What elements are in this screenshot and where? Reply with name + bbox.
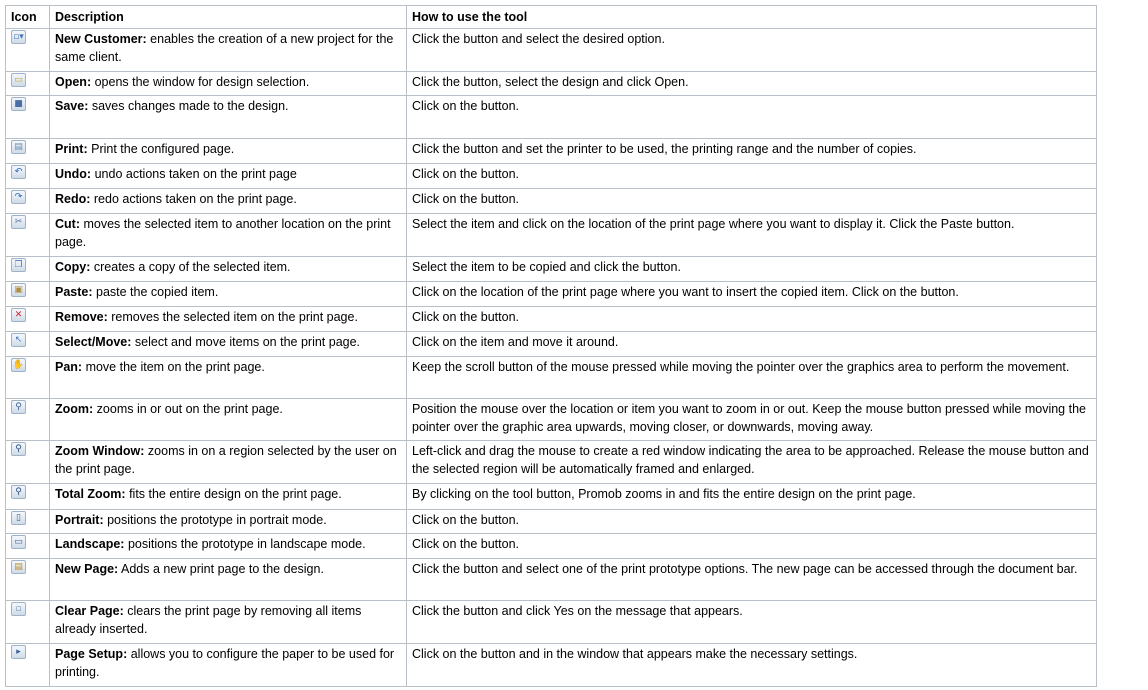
description-cell — [50, 189, 407, 214]
tool-description: clears the print page by removing all items already inserted. — [55, 604, 362, 636]
icon-cell — [6, 214, 50, 257]
how-to-use-cell: By clicking on the tool button, Promob zooms in and fits the entire design on the print page. — [407, 484, 1097, 510]
how-to-use-cell: Click on the button. — [407, 164, 1097, 189]
save-disk-icon-glyph: ■ — [14, 99, 23, 109]
tool-description: zooms in or out on the print page. — [93, 402, 283, 416]
tool-name: Zoom: — [55, 402, 94, 416]
how-to-use-cell: Position the mouse over the location or item you want to zoom in or out. Keep the mouse button pressed while moving the pointer over the graphic area upwards, moving closer, or downwards, moving away. — [407, 399, 1097, 441]
icon-cell — [6, 399, 50, 441]
open-folder-icon-glyph: ▭ — [14, 75, 23, 85]
tool-name: Print: — [55, 142, 88, 156]
redo-arrow-icon — [11, 190, 26, 204]
tool-description: enables the creation of a new project for the same client. — [55, 32, 394, 64]
how-to-use-cell: Click the button and select one of the print prototype options. The new page can be accessed through the document bar. — [407, 559, 1097, 601]
tool-description: opens the window for design selection. — [91, 75, 310, 89]
description-cell — [50, 484, 407, 510]
how-to-use-cell: Left-click and drag the mouse to create a red window indicating the area to be approached. Release the mouse button and the selected region will be automatically framed and enlarged. — [407, 441, 1097, 484]
tool-description: paste the copied item. — [92, 285, 219, 299]
description-cell — [50, 139, 407, 164]
table-row — [6, 96, 1097, 139]
description-cell — [50, 559, 407, 601]
zoom-window-icon — [11, 442, 26, 456]
tool-name: Select/Move: — [55, 335, 132, 349]
description-cell — [50, 441, 407, 484]
page-setup-icon — [11, 645, 26, 659]
tool-description: Print the configured page. — [87, 142, 235, 156]
description-cell — [50, 399, 407, 441]
table-row — [6, 510, 1097, 534]
icon-cell — [6, 644, 50, 687]
header-description: Description — [50, 6, 407, 29]
tool-description: move the item on the print page. — [82, 360, 265, 374]
icon-cell — [6, 559, 50, 601]
tool-name: Pan: — [55, 360, 83, 374]
table-row — [6, 282, 1097, 307]
how-to-use-cell: Click the button and set the printer to be used, the printing range and the number of copies. — [407, 139, 1097, 164]
tool-name: Remove: — [55, 310, 108, 324]
how-to-use-cell: Keep the scroll button of the mouse pressed while moving the pointer over the graphics area to perform the movement. — [407, 357, 1097, 399]
scissors-icon — [11, 215, 26, 229]
how-to-use-cell: Click on the button and in the window that appears make the necessary settings. — [407, 644, 1097, 687]
description-cell — [50, 534, 407, 559]
tool-name: Page Setup: — [55, 647, 128, 661]
header-icon: Icon — [6, 6, 50, 29]
table-row — [6, 559, 1097, 601]
how-to-use-cell: Select the item to be copied and click the button. — [407, 257, 1097, 282]
description-cell — [50, 282, 407, 307]
landscape-icon — [11, 535, 26, 549]
table-row — [6, 29, 1097, 72]
tool-name: Copy: — [55, 260, 91, 274]
table-row — [6, 72, 1097, 96]
icon-cell — [6, 72, 50, 96]
table-row — [6, 257, 1097, 282]
description-cell — [50, 164, 407, 189]
table-row — [6, 534, 1097, 559]
description-cell — [50, 29, 407, 72]
table-row — [6, 399, 1097, 441]
description-cell — [50, 601, 407, 644]
icon-cell — [6, 601, 50, 644]
table-row — [6, 601, 1097, 644]
header-how-to-use: How to use the tool — [407, 6, 1097, 29]
save-disk-icon — [11, 97, 26, 111]
table-row — [6, 214, 1097, 257]
icon-cell — [6, 164, 50, 189]
paste-clipboard-icon — [11, 283, 26, 297]
table-row — [6, 164, 1097, 189]
how-to-use-cell: Click the button and select the desired option. — [407, 29, 1097, 72]
description-cell — [50, 72, 407, 96]
open-folder-icon — [11, 73, 26, 87]
tool-name: New Customer: — [55, 32, 147, 46]
tool-name: Clear Page: — [55, 604, 124, 618]
paste-clipboard-icon-glyph: ▣ — [14, 285, 23, 295]
tool-description: fits the entire design on the print page. — [125, 487, 342, 501]
tool-name: Open: — [55, 75, 92, 89]
tool-description: Adds a new print page to the design. — [118, 562, 324, 576]
zoom-magnifier-icon-glyph: ⚲ — [15, 402, 22, 412]
new-customer-icon — [11, 30, 26, 44]
description-cell — [50, 257, 407, 282]
landscape-icon-glyph: ▭ — [14, 537, 23, 547]
table-row — [6, 332, 1097, 357]
table-row — [6, 484, 1097, 510]
icon-cell — [6, 189, 50, 214]
tool-description: positions the prototype in landscape mode. — [124, 537, 366, 551]
table-row — [6, 139, 1097, 164]
undo-arrow-icon-glyph: ↶ — [14, 167, 23, 177]
select-cursor-icon-glyph: ↖ — [14, 335, 23, 345]
how-to-use-cell: Click on the button. — [407, 96, 1097, 139]
portrait-icon-glyph: ▯ — [16, 513, 21, 523]
header-row — [6, 6, 1097, 29]
description-cell — [50, 214, 407, 257]
icon-cell — [6, 307, 50, 332]
tool-description: moves the selected item to another location on the print page. — [55, 217, 391, 249]
how-to-use-cell: Click the button, select the design and click Open. — [407, 72, 1097, 96]
table-row — [6, 441, 1097, 484]
new-customer-icon-glyph: ▫▾ — [13, 32, 24, 42]
icon-cell — [6, 29, 50, 72]
how-to-use-cell: Click on the button. — [407, 307, 1097, 332]
description-cell — [50, 510, 407, 534]
red-x-icon — [11, 308, 26, 322]
tool-name: Zoom Window: — [55, 444, 145, 458]
tool-name: Cut: — [55, 217, 80, 231]
copy-icon — [11, 258, 26, 272]
new-page-icon-glyph: ▤ — [14, 562, 23, 572]
printer-icon-glyph: ▤ — [14, 142, 23, 152]
tool-name: Save: — [55, 99, 89, 113]
tool-description: select and move items on the print page. — [131, 335, 361, 349]
how-to-use-cell: Click on the button. — [407, 189, 1097, 214]
tool-description: positions the prototype in portrait mode. — [103, 513, 327, 527]
tool-description: removes the selected item on the print page. — [107, 310, 358, 324]
icon-cell — [6, 96, 50, 139]
description-cell — [50, 644, 407, 687]
icon-cell — [6, 484, 50, 510]
zoom-magnifier-icon — [11, 400, 26, 414]
tool-description: allows you to configure the paper to be used for printing. — [55, 647, 395, 679]
pan-hand-icon-glyph: ✋ — [12, 360, 25, 370]
table-row — [6, 189, 1097, 214]
undo-arrow-icon — [11, 165, 26, 179]
tool-name: Undo: — [55, 167, 92, 181]
icon-cell — [6, 534, 50, 559]
description-cell — [50, 96, 407, 139]
zoom-window-icon-glyph: ⚲ — [15, 444, 22, 454]
portrait-icon — [11, 511, 26, 525]
table-body — [6, 29, 1097, 687]
tool-description: saves changes made to the design. — [88, 99, 289, 113]
tool-description: creates a copy of the selected item. — [90, 260, 291, 274]
pan-hand-icon — [11, 358, 26, 372]
clear-page-icon — [11, 602, 26, 616]
icon-cell — [6, 282, 50, 307]
tool-description: redo actions taken on the print page. — [90, 192, 297, 206]
how-to-use-cell: Click on the button. — [407, 534, 1097, 559]
new-page-icon — [11, 560, 26, 574]
tool-name: Total Zoom: — [55, 487, 126, 501]
redo-arrow-icon-glyph: ↷ — [14, 192, 23, 202]
how-to-use-cell: Click the button and click Yes on the message that appears. — [407, 601, 1097, 644]
table-row — [6, 644, 1097, 687]
icon-cell — [6, 139, 50, 164]
copy-icon-glyph: ❐ — [14, 260, 23, 270]
tool-name: Portrait: — [55, 513, 104, 527]
printer-icon — [11, 140, 26, 154]
total-zoom-icon-glyph: ⚲ — [15, 487, 22, 497]
how-to-use-cell: Click on the location of the print page where you want to insert the copied item. Click on the button. — [407, 282, 1097, 307]
total-zoom-icon — [11, 485, 26, 499]
red-x-icon-glyph: ✕ — [14, 310, 23, 320]
how-to-use-cell: Click on the item and move it around. — [407, 332, 1097, 357]
description-cell — [50, 332, 407, 357]
tool-name: Landscape: — [55, 537, 125, 551]
icon-cell — [6, 441, 50, 484]
description-cell — [50, 357, 407, 399]
tool-description: undo actions taken on the print page — [91, 167, 297, 181]
table-row — [6, 307, 1097, 332]
scissors-icon-glyph: ✂ — [14, 217, 23, 227]
select-cursor-icon — [11, 333, 26, 347]
description-cell — [50, 307, 407, 332]
icon-cell — [6, 257, 50, 282]
clear-page-icon-glyph: ▫ — [15, 604, 22, 614]
tool-name: New Page: — [55, 562, 119, 576]
tool-name: Redo: — [55, 192, 91, 206]
icon-cell — [6, 357, 50, 399]
table-row — [6, 357, 1097, 399]
icon-cell — [6, 510, 50, 534]
how-to-use-cell: Click on the button. — [407, 510, 1097, 534]
how-to-use-cell: Select the item and click on the location of the print page where you want to display it. Click the Paste button. — [407, 214, 1097, 257]
tools-table — [5, 5, 1097, 687]
icon-cell — [6, 332, 50, 357]
tool-description: zooms in on a region selected by the user on the print page. — [55, 444, 397, 476]
tool-name: Paste: — [55, 285, 93, 299]
page-setup-icon-glyph: ▸ — [16, 647, 21, 657]
